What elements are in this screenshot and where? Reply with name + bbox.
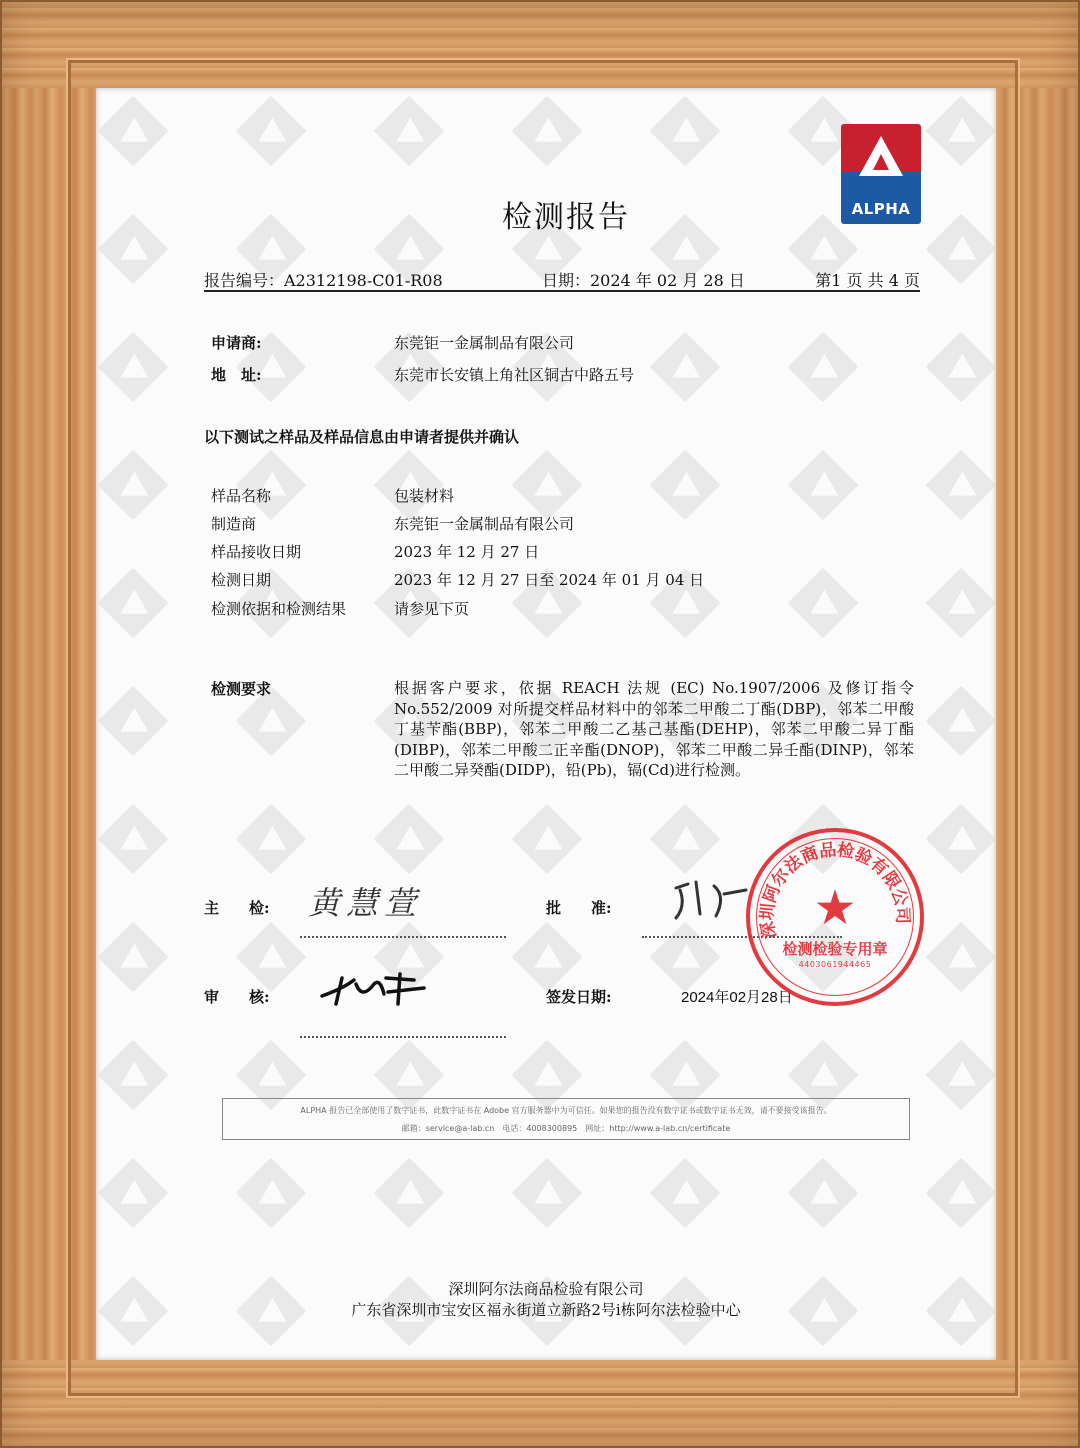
watermark-icon [512, 450, 583, 521]
watermark-icon [788, 1158, 859, 1229]
watermark-icon [98, 568, 169, 639]
notice-line-1: ALPHA 报告已全部使用了数字证书，此数字证书在 Adobe 官方服务器中为可信任。如果您的报告没有数字证书或数字证书无效，请不要接受该报告。 [300, 1106, 832, 1115]
watermark-icon [512, 1158, 583, 1229]
watermark-icon [926, 450, 996, 521]
watermark-icon [98, 686, 169, 757]
sample-info-label: 样品接收日期 [211, 543, 302, 561]
inspector-signature: 黄慧萱 [308, 884, 423, 922]
watermark-icon [650, 332, 721, 403]
sample-info-label: 样品名称 [211, 487, 272, 505]
footer-company: 深圳阿尔法商品检验有限公司 [448, 1280, 644, 1298]
digital-certificate-notice [222, 1098, 910, 1140]
applicant-label: 申请商: [211, 334, 262, 352]
watermark-icon [512, 96, 583, 167]
address-value: 东莞市长安镇上角社区铜古中路五号 [394, 366, 635, 384]
footer-address: 广东省深圳市宝安区福永街道立新路2号i栋阿尔法检验中心 [351, 1301, 741, 1319]
watermark-icon [650, 1158, 721, 1229]
logo-triangle-inner [873, 154, 889, 170]
watermark-icon [236, 804, 307, 875]
approver-label: 批 准: [546, 899, 612, 917]
report-title: 检测报告 [502, 200, 630, 235]
watermark-icon [236, 1158, 307, 1229]
star-icon: ★ [813, 880, 857, 936]
sample-info-value: 包装材料 [394, 487, 455, 505]
sample-info-label: 检测依据和检测结果 [211, 600, 347, 618]
watermark-icon [374, 96, 445, 167]
watermark-icon [512, 922, 583, 993]
watermark-icon [926, 96, 996, 167]
watermark-icon [98, 96, 169, 167]
watermark-icon [650, 922, 721, 993]
watermark-icon [650, 450, 721, 521]
report-date: 日期：2024 年 02 月 28 日 [542, 271, 745, 290]
watermark-icon [374, 804, 445, 875]
watermark-icon [788, 450, 859, 521]
sample-info-value: 请参见下页 [394, 600, 470, 618]
sample-info-value: 2023 年 12 月 27 日至 2024 年 01 月 04 日 [394, 571, 705, 589]
requirement-text: 根据客户要求，依据 REACH 法规 (EC) No.1907/2006 及修订指令 No.552/2009 对所提交样品材料中的邻苯二甲酸二丁酯(DBP)，邻苯二甲酸丁基苄酯(BBP)，邻苯二甲酸二乙基己基酯(DEHP)，邻苯二甲酸二异丁酯(DIBP)，邻苯二甲酸二正辛酯(DNOP)，邻苯二甲酸二异壬酯(DINP)，邻苯二甲酸二异癸酯(DIDP)，铅(Pb)，镉(Cd)进行检测。 [394, 679, 914, 779]
address-label: 地 址: [211, 366, 262, 384]
reviewer-signature-line [300, 1036, 506, 1038]
watermark-icon [788, 332, 859, 403]
inspector-label: 主 检: [204, 899, 270, 917]
report-number: 报告编号：A2312198-C01-R08 [204, 271, 443, 290]
watermark-icon [512, 804, 583, 875]
company-seal [746, 828, 924, 1006]
sample-info-value: 东莞钜一金属制品有限公司 [394, 515, 575, 533]
report-header-line [204, 268, 920, 292]
issue-date-value: 2024年02月28日 [681, 989, 793, 1006]
watermark-icon [98, 450, 169, 521]
seal-number: 4403061944465 [798, 960, 872, 969]
watermark-icon [926, 332, 996, 403]
seal-ring-label: 深圳阿尔法商品检验有限公司 [757, 840, 913, 941]
watermark-icon [98, 1158, 169, 1229]
watermark-icon [926, 1040, 996, 1111]
watermark-icon [98, 332, 169, 403]
reviewer-label: 审 核: [204, 988, 270, 1006]
inspector-signature-line [300, 936, 506, 938]
watermark-icon [650, 804, 721, 875]
watermark-icon [98, 922, 169, 993]
watermark-icon [650, 96, 721, 167]
sample-info-label: 制造商 [211, 515, 257, 533]
seal-special-text: 检测检验专用章 [782, 940, 888, 958]
issue-date-label: 签发日期: [546, 988, 612, 1006]
watermark-icon [926, 922, 996, 993]
watermark-icon [926, 1158, 996, 1229]
watermark-icon [926, 568, 996, 639]
watermark-icon [926, 686, 996, 757]
sample-info-value: 2023 年 12 月 27 日 [394, 543, 540, 561]
watermark-icon [926, 804, 996, 875]
watermark-icon [788, 568, 859, 639]
watermark-icon [98, 804, 169, 875]
notice-line-2: 邮箱：service@a-lab.cn 电话：4008300895 网址：http://www.a-lab.cn/certificate [401, 1124, 731, 1133]
watermark-icon [236, 96, 307, 167]
logo-text: ALPHA [851, 200, 911, 218]
watermark-icon [374, 1158, 445, 1229]
requirement-label: 检测要求 [211, 680, 272, 698]
certificate-page [96, 88, 996, 1360]
reviewer-signature [314, 970, 444, 1010]
report-page: 第1 页 共 4 页 [815, 271, 920, 290]
watermark-icon [236, 922, 307, 993]
sample-info-label: 检测日期 [211, 571, 272, 589]
watermark-icon [98, 1040, 169, 1111]
applicant-value: 东莞钜一金属制品有限公司 [394, 334, 575, 352]
sample-intro: 以下测试之样品及样品信息由申请者提供并确认 [204, 428, 520, 446]
